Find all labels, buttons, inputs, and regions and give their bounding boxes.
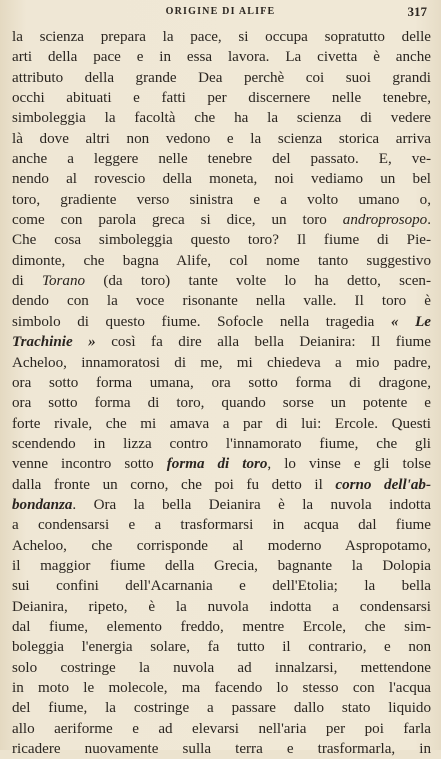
line-text: così fa dire alla bella Deianira: Il fiume <box>95 334 431 351</box>
line-text: come con parola greca si dice, un toro <box>12 212 343 229</box>
text-line <box>12 312 431 332</box>
line-text: . <box>427 212 431 229</box>
line-text: . Ora la bella Deianira è la nuvola indotta <box>72 496 431 513</box>
line-text: toro, gradiente verso sinistra e a volto umano o, <box>12 191 431 208</box>
line-text: il maggior fiume della Grecia, bagnante la Dolopia <box>12 557 431 574</box>
text-line <box>12 495 431 515</box>
line-text: ricadere nuovamente sulla terra e trasformarla, in <box>12 741 431 758</box>
line-text: occhi abituati e fatti per discernere nelle tenebre, <box>12 90 431 107</box>
text-line <box>12 414 431 434</box>
text-line <box>12 88 431 108</box>
text-line <box>12 27 431 47</box>
emphasis-text: corno dell'ab- <box>335 476 431 493</box>
line-text: boleggia l'energia solare, fa tutto il contrario, e non <box>12 639 431 656</box>
line-text: nendo al rovescio della moneta, noi vediamo un bel <box>12 171 431 188</box>
text-line <box>12 210 431 230</box>
text-line <box>12 149 431 169</box>
line-text: dendo con la voce risonante nella valle. Il toro è <box>12 293 431 310</box>
text-line <box>12 576 431 596</box>
line-text: allo aeriforme e ad elevarsi nell'aria per poi farla <box>12 720 431 737</box>
text-line <box>12 68 431 88</box>
text-line <box>12 190 431 210</box>
text-line <box>12 169 431 189</box>
line-text: Acheloo, che corrisponde al moderno Aspropotamo, <box>12 537 431 554</box>
text-line <box>12 332 431 352</box>
emphasis-text: androprosopo <box>342 212 428 229</box>
line-text: Che cosa simboleggia questo toro? Il fiume di Pie- <box>12 232 431 249</box>
line-text: ora sotto forma umana, ora sotto forma di dragone, <box>12 374 431 391</box>
line-text: simboleggia la facoltà che ha la scienza di vedere <box>12 110 431 127</box>
text-line <box>12 698 431 718</box>
line-text: del fiume, la costringe a passare dallo stato liquido <box>12 700 431 717</box>
text-line <box>12 617 431 637</box>
line-text: anche a leggere nelle tenebre del passato. E, ve- <box>12 151 431 168</box>
text-line <box>12 719 431 739</box>
running-head: ORIGINE DI ALIFE <box>165 6 276 17</box>
text-line <box>12 271 431 291</box>
line-text: simbolo di questo fiume. Sofocle nella tragedia <box>12 313 391 330</box>
text-line <box>12 536 431 556</box>
text-line <box>12 434 431 454</box>
text-line <box>12 291 431 311</box>
text-line <box>12 353 431 373</box>
text-line <box>12 230 431 250</box>
line-text: attributo della grande Dea perchè coi suoi grandi <box>12 69 431 86</box>
emphasis-text: Torano <box>42 273 86 290</box>
page-number: 317 <box>407 4 427 19</box>
emphasis-text: « Le <box>390 313 431 330</box>
line-text: scendendo in lizza contro l'innamorato fiume, che gli <box>12 435 431 452</box>
line-text: dalla fronte un corno, che poi fu detto il <box>12 476 336 493</box>
line-text: a condensarsi e a trasformarsi in acqua dal fiume <box>12 517 431 534</box>
line-text: Deianira, ripeto, è la nuvola indotta a condensarsi <box>12 598 431 615</box>
text-line <box>12 251 431 271</box>
text-line <box>12 393 431 413</box>
line-text: venne incontro sotto <box>12 456 167 473</box>
page-header <box>0 4 441 22</box>
text-line <box>12 515 431 535</box>
text-line <box>12 475 431 495</box>
text-line <box>12 454 431 474</box>
line-text: la scienza prepara la pace, si occupa sopratutto delle <box>12 29 431 45</box>
text-line <box>12 658 431 678</box>
line-text: , lo vinse e gli tolse <box>267 456 432 473</box>
line-text: in moto le molecole, ma facendo lo stesso con l'acqua <box>12 680 431 696</box>
emphasis-text: Trachinie » <box>12 334 96 351</box>
line-text: dal fiume, elemento freddo, mentre Ercole, che sim- <box>12 618 431 635</box>
line-text: là dove altri non vedono e la scienza storica arriva <box>12 130 431 147</box>
line-text: ora sotto forma di toro, quando sorse un potente e <box>12 395 431 412</box>
text-line <box>12 373 431 393</box>
emphasis-text: forma di toro <box>166 456 268 473</box>
line-text: forte rivale, che mi amava a par di lui: Ercole. Questi <box>12 415 431 432</box>
line-text: sui confini dell'Acarnania e dell'Etolia; la bella <box>12 578 431 595</box>
line-text: arti della pace e in essa lavora. La civetta è anche <box>12 49 431 66</box>
text-line <box>12 637 431 657</box>
text-line <box>12 129 431 149</box>
line-text: dimonte, che bagna Alife, col nome tanto suggestivo <box>12 252 431 269</box>
text-line <box>12 108 431 128</box>
body-text <box>12 27 431 759</box>
emphasis-text: bondanza <box>12 496 73 513</box>
line-text: (da toro) tante volte lo ha detto, scen- <box>85 273 431 290</box>
text-line <box>12 678 431 698</box>
text-line <box>12 556 431 576</box>
text-line <box>12 47 431 67</box>
text-line <box>12 739 431 759</box>
text-line <box>12 597 431 617</box>
line-text: solo costringe la nuvola ad innalzarsi, mettendone <box>12 659 431 676</box>
line-text: Acheloo, innamoratosi di me, mi chiedeva a mio padre, <box>12 354 431 371</box>
line-text: di <box>12 273 42 290</box>
